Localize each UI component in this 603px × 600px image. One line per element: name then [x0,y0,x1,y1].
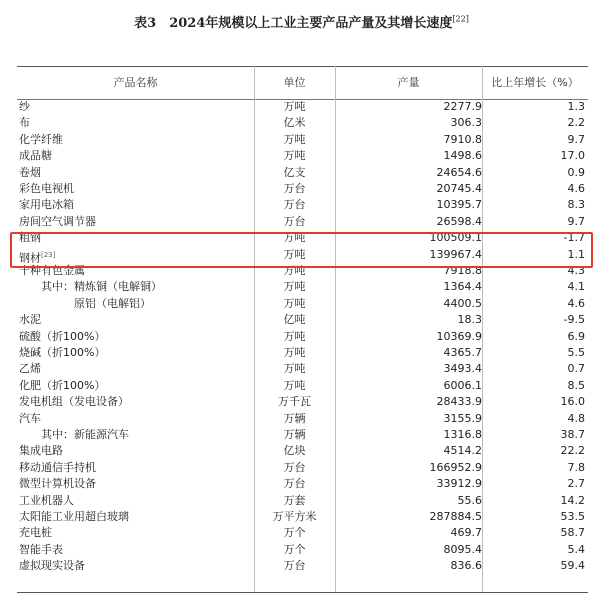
cell-unit: 万吨 [283,247,306,261]
header-unit: 单位 [283,76,306,89]
table-row [17,394,588,410]
table-row [17,279,588,295]
cell-growth: 4.6 [567,182,585,195]
table-row [17,525,588,541]
cell-product-name: 其中：精炼铜（电解铜） [19,280,162,294]
cell-output: 28433.9 [436,395,482,409]
table-row [17,493,588,509]
cell-unit: 万千瓦 [278,395,311,409]
cell-product-name: 工业机器人 [19,493,74,507]
cell-product-name: 虚拟现实设备 [19,559,85,573]
cell-product-name: 智能手表 [19,542,63,556]
cell-output: 3493.4 [443,362,482,376]
cell-unit: 万吨 [283,362,306,376]
table-row [17,361,588,377]
cell-output: 10369.9 [436,329,482,343]
cell-output: 7918.8 [443,264,482,277]
cell-growth: 8.5 [567,378,585,392]
cell-output: 836.6 [450,559,482,573]
table-row [17,476,588,492]
cell-product-name: 微型计算机设备 [19,477,96,491]
cell-unit: 万吨 [283,149,306,163]
cell-product-name: 汽车 [19,411,41,425]
cell-product-name: 钢材[23] [19,250,56,265]
cell-product-name: 充电桩 [19,526,52,540]
cell-unit: 万吨 [283,378,306,392]
cell-product-name: 彩色电视机 [19,182,74,195]
cell-output: 287884.5 [429,510,482,523]
cell-product-name: 发电机组（发电设备） [19,395,129,409]
cell-output: 55.6 [457,493,482,507]
cell-unit: 万台 [283,182,306,195]
cell-growth: 9.7 [567,132,585,146]
cell-output: 4514.2 [443,444,482,458]
cell-growth: 58.7 [560,526,585,540]
cell-output: 33912.9 [436,477,482,491]
table-title-text: 表3 2024年规模以上工业主要产品产量及其增长速度 [134,16,453,31]
table-row [17,329,588,345]
table-row [17,132,588,148]
table-row [17,296,588,312]
table-title [0,12,603,31]
cell-unit: 万辆 [283,428,306,441]
cell-output: 24654.6 [436,165,482,179]
cell-unit: 万个 [283,526,306,540]
cell-growth: 4.6 [567,296,585,310]
cell-output: 20745.4 [436,182,482,195]
cell-product-name: 十种有色金属 [19,264,85,277]
cell-growth: 6.9 [567,329,585,343]
cell-unit: 万吨 [283,329,306,343]
table-row [17,197,588,213]
cell-product-name: 房间空气调节器 [19,214,96,228]
cell-product-name: 布 [19,116,30,130]
cell-growth: 7.8 [567,460,585,474]
header-product-name: 产品名称 [113,76,158,89]
cell-output: 7910.8 [443,132,482,146]
cell-unit: 万套 [283,493,306,507]
table-row [17,427,588,443]
cell-output: 18.3 [457,313,482,327]
cell-growth: 9.7 [567,214,585,228]
cell-unit: 万吨 [283,231,306,245]
highlight-box [10,232,593,268]
cell-growth: 4.3 [567,264,585,277]
cell-growth: 22.2 [560,444,585,458]
cell-product-name: 移动通信手持机 [19,460,96,474]
cell-output: 1316.8 [443,428,482,441]
cell-growth: 2.2 [567,116,585,130]
cell-output: 2277.9 [443,100,482,113]
cell-product-name: 原铝（电解铝） [19,296,151,310]
cell-product-name: 粗钢 [19,231,41,245]
cell-product-name: 成品糖 [19,149,52,163]
cell-growth: 0.9 [567,165,585,179]
cell-product-name: 太阳能工业用超白玻璃 [19,510,129,523]
cell-unit: 万吨 [283,346,306,359]
cell-output: 166952.9 [429,460,482,474]
header-output: 产量 [397,76,420,89]
cell-unit: 万吨 [283,280,306,294]
cell-unit: 万辆 [283,411,306,425]
table-row [17,378,588,394]
cell-output: 6006.1 [443,378,482,392]
table-row [17,181,588,197]
cell-product-name: 其中：新能源汽车 [19,428,129,441]
cell-output: 3155.9 [443,411,482,425]
cell-output: 139967.4 [429,247,482,261]
cell-output: 1364.4 [443,280,482,294]
cell-growth: 0.7 [567,362,585,376]
cell-footnote: [23] [41,250,56,259]
cell-product-name: 家用电冰箱 [19,198,74,212]
cell-output: 469.7 [450,526,482,540]
table-row [17,345,588,361]
cell-product-name: 水泥 [19,313,41,327]
table-row [17,558,588,574]
cell-product-name: 烧碱（折100%） [19,346,106,359]
cell-growth: 59.4 [560,559,585,573]
cell-unit: 亿米 [283,116,306,130]
header-growth: 比上年增长（%） [491,76,579,89]
cell-unit: 万平方米 [272,510,317,523]
table-bottom-rule [17,592,588,593]
cell-product-name: 纱 [19,100,30,113]
table-row [17,214,588,230]
cell-unit: 万吨 [283,264,306,277]
cell-output: 4365.7 [443,346,482,359]
cell-unit: 亿吨 [283,313,306,327]
cell-growth: -1.7 [563,231,585,245]
cell-unit: 万台 [283,214,306,228]
cell-unit: 万吨 [283,296,306,310]
cell-growth: 1.1 [567,247,585,261]
table-title-footnote: [22] [452,14,469,24]
table-row [17,312,588,328]
cell-product-name: 化肥（折100%） [19,378,106,392]
cell-unit: 万台 [283,460,306,474]
cell-unit: 万台 [283,198,306,212]
cell-growth: 1.3 [567,100,585,113]
table-row [17,460,588,476]
cell-growth: 16.0 [560,395,585,409]
cell-output: 100509.1 [429,231,482,245]
table-row [17,509,588,525]
cell-growth: 2.7 [567,477,585,491]
cell-output: 306.3 [450,116,482,130]
table-row [17,165,588,181]
cell-growth: 4.8 [567,411,585,425]
cell-unit: 亿支 [283,165,306,179]
cell-output: 1498.6 [443,149,482,163]
cell-growth: 5.5 [567,346,585,359]
cell-growth: 4.1 [567,280,585,294]
cell-product-name: 硫酸（折100%） [19,329,106,343]
cell-unit: 万台 [283,559,306,573]
cell-output: 4400.5 [443,296,482,310]
cell-output: 26598.4 [436,214,482,228]
cell-unit: 万吨 [283,132,306,146]
cell-unit: 万台 [283,477,306,491]
table-row [17,115,588,131]
cell-output: 8095.4 [443,542,482,556]
cell-product-name: 乙烯 [19,362,41,376]
cell-product-name: 集成电路 [19,444,63,458]
cell-unit: 亿块 [283,444,306,458]
cell-growth: 17.0 [560,149,585,163]
cell-growth: 8.3 [567,198,585,212]
cell-product-name: 化学纤维 [19,132,63,146]
table-row [17,443,588,459]
table-row [17,411,588,427]
cell-growth: 14.2 [560,493,585,507]
cell-growth: 38.7 [560,428,585,441]
cell-growth: 5.4 [567,542,585,556]
cell-output: 10395.7 [436,198,482,212]
cell-unit: 万吨 [283,100,306,113]
cell-growth: 53.5 [560,510,585,523]
table-row [17,542,588,558]
cell-product-name: 卷烟 [19,165,41,179]
table-row [17,148,588,164]
cell-growth: -9.5 [563,313,585,327]
table-row [17,99,588,115]
cell-unit: 万个 [283,542,306,556]
